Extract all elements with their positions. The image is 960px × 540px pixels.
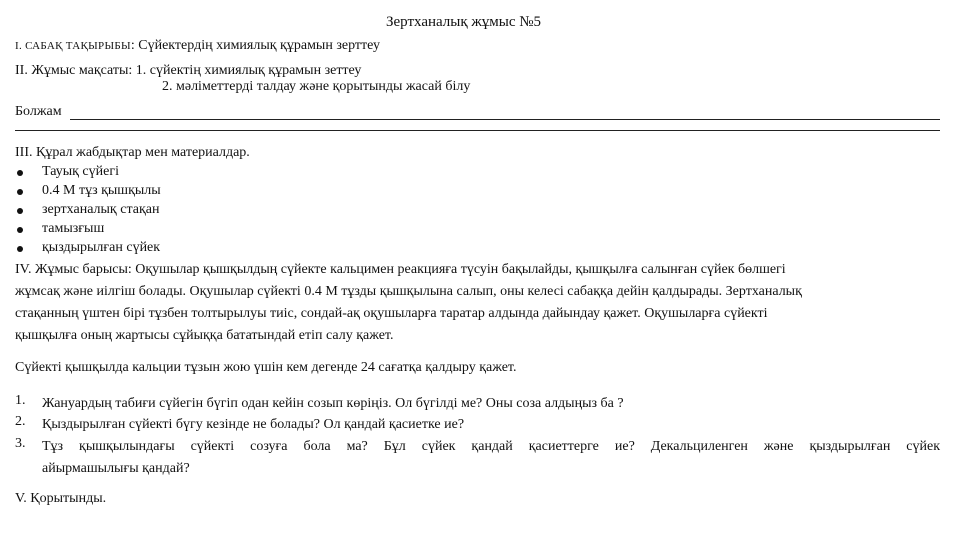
purpose-label: II. Жұмыс мақсаты: [15, 63, 129, 78]
lesson-topic-colon: :: [130, 38, 135, 53]
purpose-item-1: 1. сүйектің химиялық құрамын зеттеу: [132, 63, 362, 78]
question-text-line-1: Тұз қышқылындағы сүйекті созуға бола ма? Бұл сүйек қандай қасиеттерге ие? Декальциленген және қыздырылған сүйек: [42, 439, 940, 454]
procedure-paragraph: [15, 259, 940, 347]
material-text: зертханалық стақан: [42, 202, 160, 217]
lesson-topic-label: I. САБАҚ ТАҚЫРЫБЫ: [15, 40, 131, 52]
material-text: қыздырылған сүйек: [42, 240, 161, 255]
procedure-note: Сүйекті қышқылда кальции тұзын жою үшін кем дегенде 24 сағатқа қалдыру қажет.: [15, 360, 517, 375]
procedure-line: жұмсақ және иілгіш болады. Оқушылар сүйекті 0.4 М тұзды қышқылына салып, оны келесі сабаққа дейін қалдырады. Зертханалық: [15, 284, 802, 299]
procedure-line: стақанның үштен бірі тұзбен толтырылуы тиіс, сондай-ақ оқушыларға таратар алдында дайындау қажет. Оқушыларға сүйекті: [15, 306, 768, 321]
question-number: 1.: [15, 393, 26, 408]
question-number: 3.: [15, 436, 26, 451]
conclusion-heading: V. Қорытынды.: [15, 491, 107, 506]
lesson-topic-text: Сүйектердің химиялық құрамын зерттеу: [134, 38, 380, 53]
lesson-topic: [15, 38, 380, 54]
bullet-icon: [17, 170, 23, 176]
materials-header: III. Құрал жабдықтар мен материалдар.: [15, 145, 250, 160]
question-number: 2.: [15, 414, 26, 429]
question-text: Жануардың табиғи сүйегін бүгіп одан кейін созып көріңіз. Ол бүгілді ме? Оны соза алдыңыз ба ?: [42, 396, 624, 411]
hypothesis-label: Болжам: [15, 104, 62, 119]
bullet-icon: [17, 246, 23, 252]
material-text: Тауық сүйегі: [42, 164, 119, 179]
question-text-line-2: айырмашылығы қандай?: [42, 461, 190, 476]
page-title: Зертханалық жұмыс №5: [386, 14, 542, 30]
bullet-icon: [17, 189, 23, 195]
procedure-line: IV. Жұмыс барысы: Оқушылар қышқылдың сүйекте кальцимен реакцияға түсуін бақылайды, қышқылға салынған сүйек бөлшегі: [15, 262, 786, 277]
hypothesis-line-2: [15, 130, 940, 131]
bullet-icon: [17, 227, 23, 233]
purpose: [15, 63, 361, 79]
hypothesis-line-1: [70, 119, 940, 120]
purpose-colon: :: [128, 63, 133, 78]
bullet-icon: [17, 208, 23, 214]
procedure-line: қышқылға оның жартысы сұйыққа бататындай етіп салу қажет.: [15, 328, 394, 343]
material-text: тамызғыш: [42, 221, 105, 236]
question-text: Қыздырылған сүйекті бүгу кезінде не болады? Ол қандай қасиетке ие?: [42, 417, 465, 432]
material-text: 0.4 М тұз қышқылы: [42, 183, 161, 198]
purpose-item-2: 2. мәліметтерді талдау және қорытынды жасай білу: [162, 79, 471, 94]
